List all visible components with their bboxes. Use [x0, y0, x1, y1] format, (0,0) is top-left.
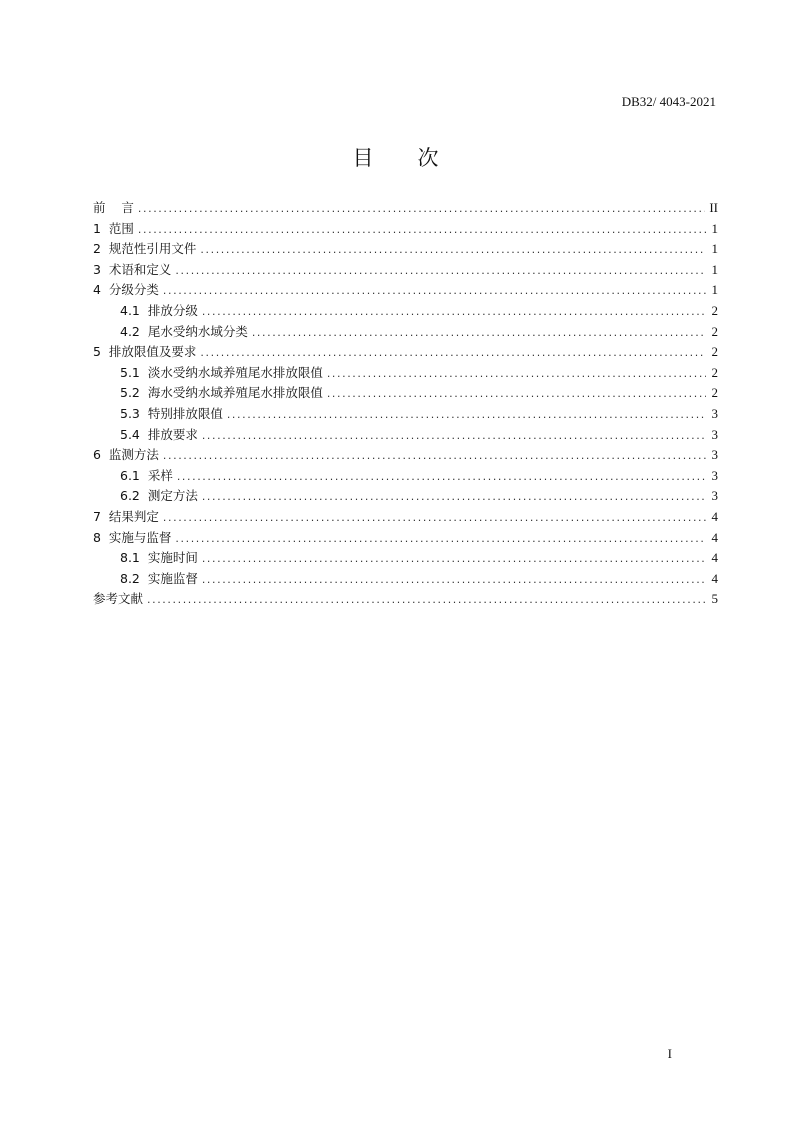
- toc-leader-dots: [163, 449, 706, 462]
- toc-entry-label: 6.2 测定方法: [120, 488, 198, 504]
- toc-entry-page: 1: [711, 220, 718, 236]
- toc-entry[interactable]: [93, 280, 718, 301]
- toc-entry-page: 1: [711, 282, 718, 298]
- toc-entry-page: 2: [711, 364, 718, 380]
- toc-entry-page: 2: [711, 302, 718, 318]
- toc-entry-page: 1: [711, 241, 718, 257]
- toc-entry-page: 2: [711, 323, 718, 339]
- document-code: DB32/ 4043-2021: [621, 94, 716, 109]
- toc-entry[interactable]: [93, 342, 718, 363]
- toc-entry[interactable]: [93, 363, 718, 384]
- toc-leader-dots: [163, 284, 706, 297]
- toc-entry-label: 5 排放限值及要求: [93, 344, 197, 360]
- toc-entry[interactable]: [93, 425, 718, 446]
- toc-entry-page: 2: [711, 385, 718, 401]
- toc-entry-label: 4 分级分类: [93, 282, 159, 298]
- toc-entry[interactable]: [93, 528, 718, 549]
- toc-leader-dots: [175, 264, 706, 277]
- toc-entry-page: 3: [711, 447, 718, 463]
- toc-leader-dots: [175, 532, 706, 545]
- toc-entry[interactable]: [93, 589, 718, 610]
- toc-entry[interactable]: [93, 383, 718, 404]
- toc-leader-dots: [202, 305, 706, 318]
- toc-leader-dots: [138, 202, 705, 215]
- toc-entry-label: 5.3 特别排放限值: [120, 405, 223, 421]
- toc-entry-page: 4: [711, 570, 718, 586]
- toc-entry-page: 4: [711, 529, 718, 545]
- toc-entry-label: 7 结果判定: [93, 508, 159, 524]
- toc-entry-label: 3 术语和定义: [93, 261, 172, 277]
- toc-entry[interactable]: [93, 322, 718, 343]
- toc-entry-page: 4: [711, 508, 718, 524]
- toc-entry-label: 8.2 实施监督: [120, 570, 198, 586]
- toc-entry-label: 2 规范性引用文件: [93, 241, 197, 257]
- toc-entry-label: 5.1 淡水受纳水域养殖尾水排放限值: [120, 364, 323, 380]
- toc-entry-page: 3: [711, 467, 718, 483]
- table-of-contents: [93, 198, 718, 610]
- page-title: [0, 142, 793, 172]
- toc-entry[interactable]: [93, 548, 718, 569]
- toc-leader-dots: [200, 346, 706, 359]
- toc-entry-page: 1: [711, 261, 718, 277]
- toc-leader-dots: [147, 593, 706, 606]
- toc-entry-label: 参考文献: [93, 591, 144, 607]
- toc-entry[interactable]: [93, 198, 718, 219]
- toc-leader-dots: [163, 511, 706, 524]
- toc-entry[interactable]: [93, 466, 718, 487]
- toc-leader-dots: [202, 429, 706, 442]
- toc-entry-page: II: [709, 200, 718, 215]
- title-char-2: 次: [417, 146, 441, 170]
- toc-leader-dots: [327, 367, 706, 380]
- toc-entry[interactable]: [93, 507, 718, 528]
- toc-entry[interactable]: [93, 239, 718, 260]
- toc-leader-dots: [202, 573, 706, 586]
- toc-entry-label: 5.2 海水受纳水域养殖尾水排放限值: [120, 385, 323, 401]
- toc-leader-dots: [202, 490, 706, 503]
- toc-entry-page: 3: [711, 426, 718, 442]
- title-char-1: 目: [352, 146, 376, 170]
- toc-entry[interactable]: [93, 486, 718, 507]
- toc-leader-dots: [252, 326, 706, 339]
- page-number: I: [667, 1046, 672, 1061]
- toc-entry-label: 8 实施与监督: [93, 529, 172, 545]
- toc-entry[interactable]: [93, 569, 718, 590]
- toc-entry-label: 6 监测方法: [93, 447, 159, 463]
- toc-entry-page: 3: [711, 405, 718, 421]
- toc-entry-label: 4.2 尾水受纳水域分类: [120, 323, 248, 339]
- toc-entry-label: 1 范围: [93, 220, 134, 236]
- toc-entry-page: 4: [711, 550, 718, 566]
- toc-entry-label: 前 言: [93, 200, 134, 215]
- toc-leader-dots: [202, 552, 706, 565]
- toc-entry-page: 3: [711, 488, 718, 504]
- toc-leader-dots: [138, 223, 706, 236]
- toc-entry[interactable]: [93, 445, 718, 466]
- toc-leader-dots: [327, 387, 706, 400]
- toc-leader-dots: [227, 408, 706, 421]
- toc-leader-dots: [177, 470, 706, 483]
- toc-entry-page: 5: [711, 591, 718, 607]
- toc-entry-label: 6.1 采样: [120, 467, 173, 483]
- toc-entry-label: 4.1 排放分级: [120, 302, 198, 318]
- toc-entry-page: 2: [711, 344, 718, 360]
- toc-entry-label: 5.4 排放要求: [120, 426, 198, 442]
- toc-leader-dots: [200, 243, 706, 256]
- toc-entry-label: 8.1 实施时间: [120, 550, 198, 566]
- toc-entry[interactable]: [93, 301, 718, 322]
- toc-entry[interactable]: [93, 260, 718, 281]
- toc-entry[interactable]: [93, 219, 718, 240]
- toc-entry[interactable]: [93, 404, 718, 425]
